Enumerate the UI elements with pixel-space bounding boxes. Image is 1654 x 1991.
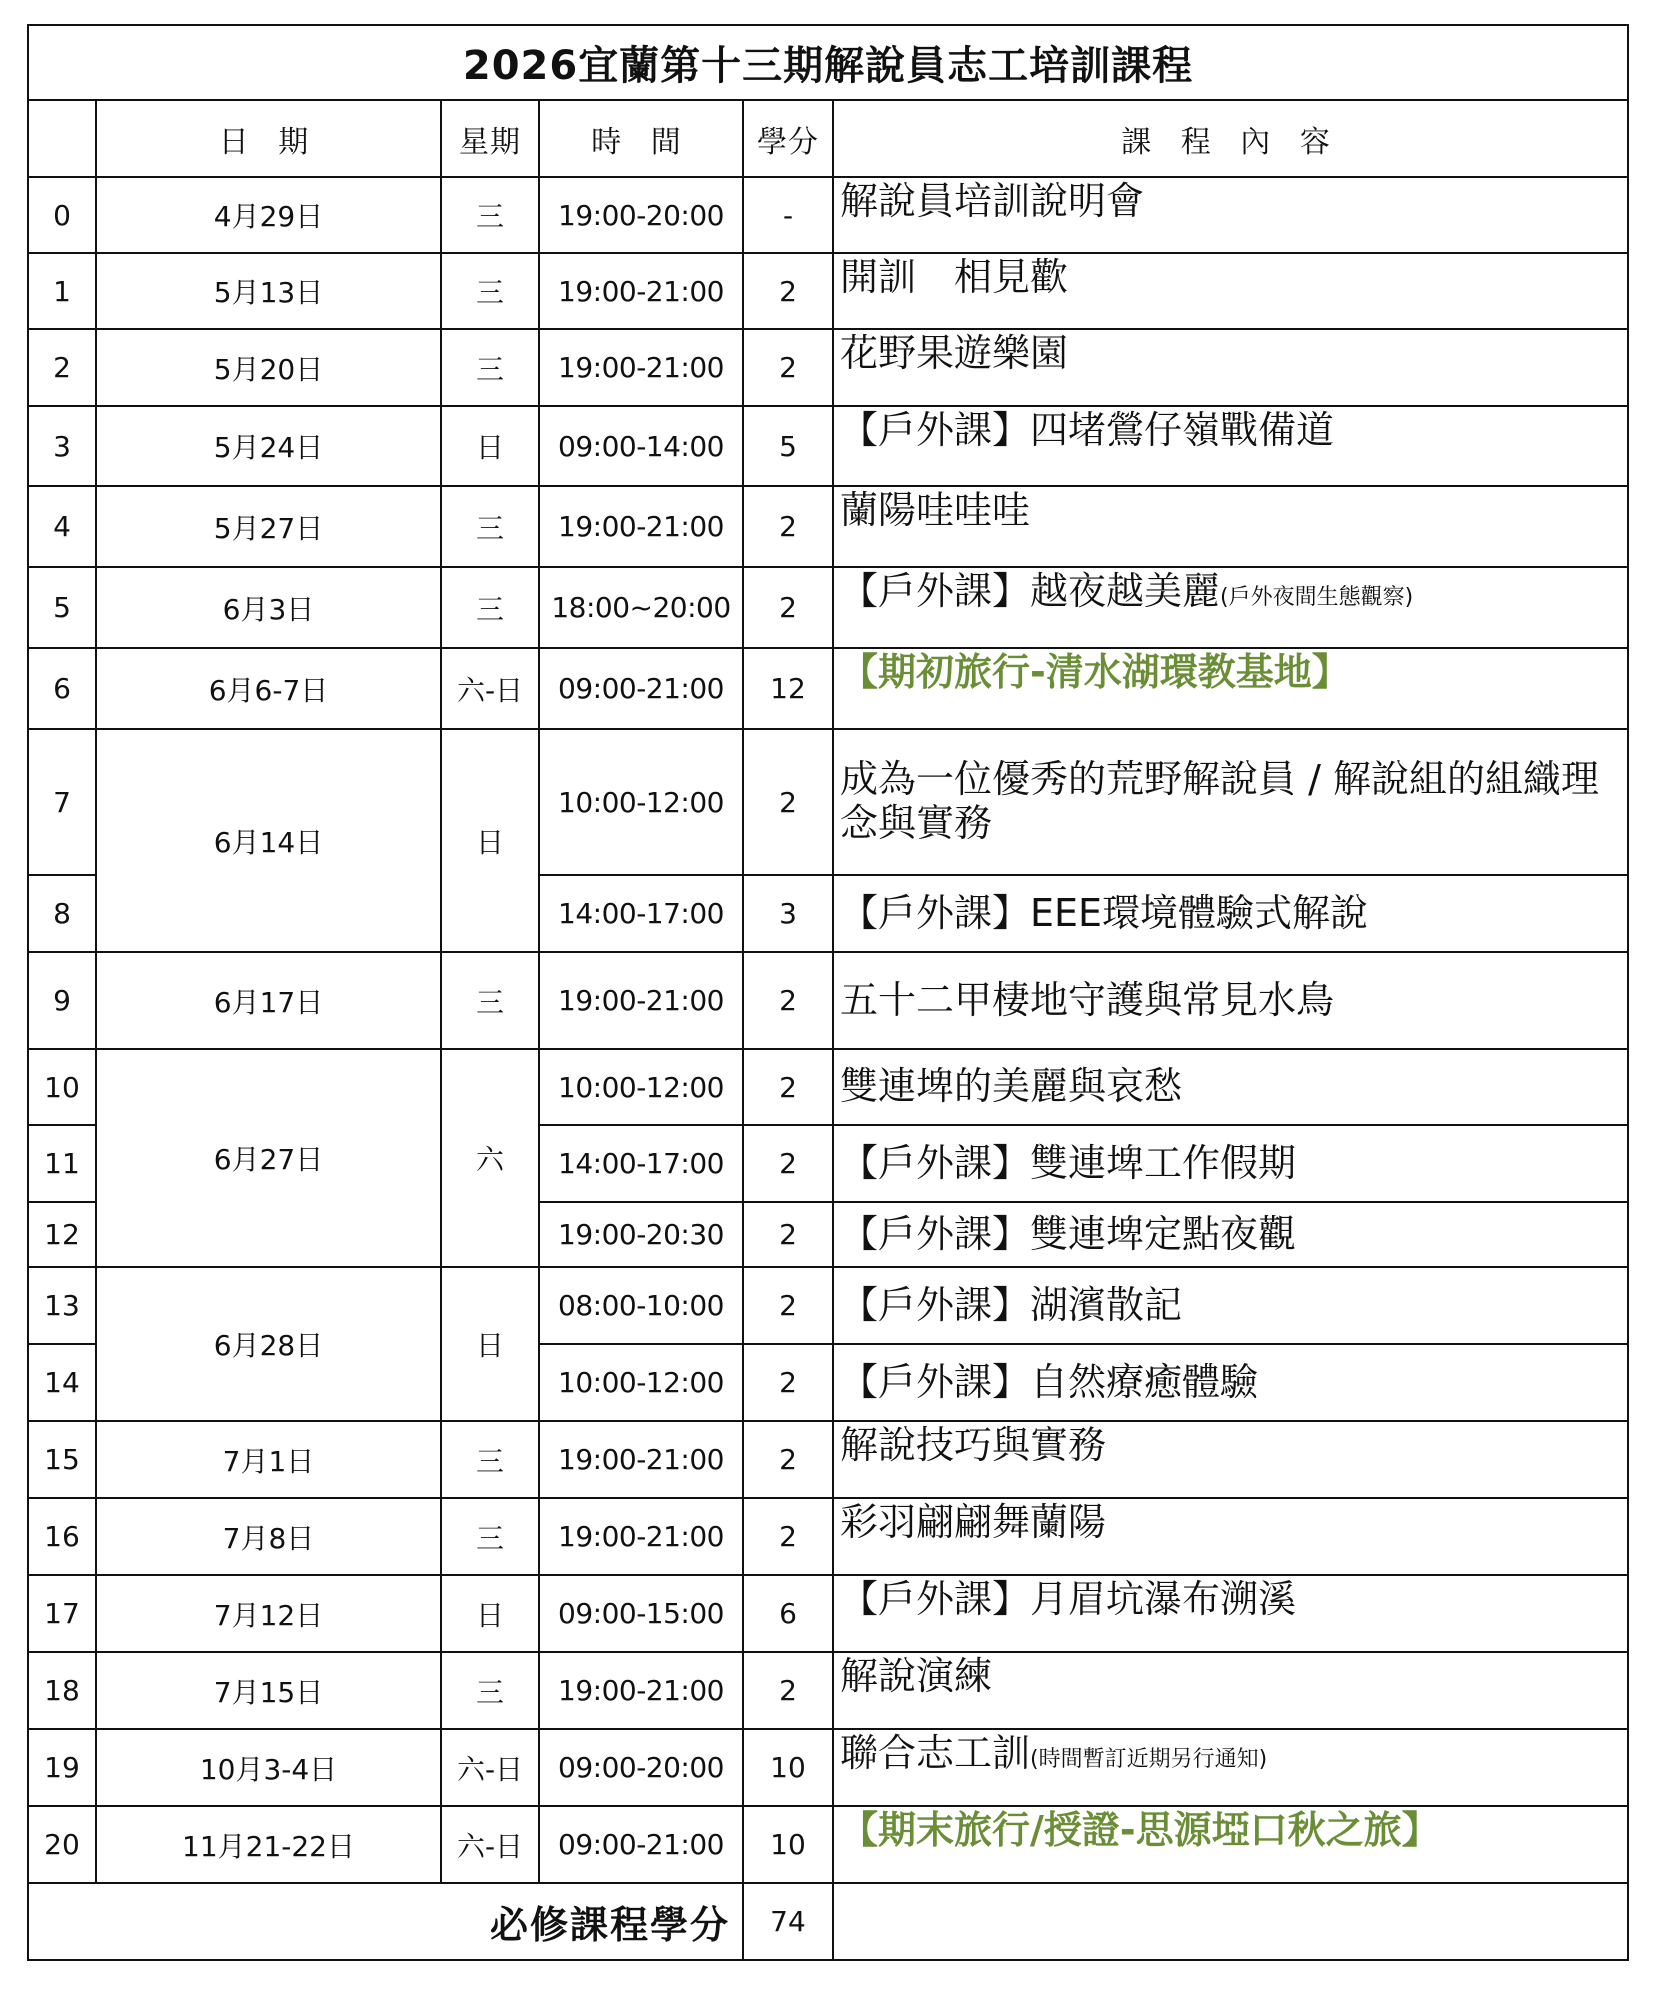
row-number: 4: [28, 486, 96, 567]
table-row: [28, 1652, 1628, 1729]
row-credits: 10: [743, 1729, 833, 1806]
header-content: 課 程 內 容: [833, 100, 1628, 177]
table-row: [28, 1267, 1628, 1344]
row-time: 14:00-17:00: [539, 875, 743, 952]
row-course: 【戶外課】EEE環境體驗式解說: [833, 875, 1628, 952]
row-time: 19:00-21:00: [539, 329, 743, 406]
row-date: 6月27日: [96, 1049, 441, 1267]
row-course: 彩羽翩翩舞蘭陽: [833, 1498, 1628, 1575]
row-time: 19:00-20:00: [539, 177, 743, 253]
row-time: 19:00-21:00: [539, 1498, 743, 1575]
row-weekday: 三: [441, 1652, 539, 1729]
row-credits: 5: [743, 406, 833, 486]
row-weekday: 六-日: [441, 1729, 539, 1806]
row-course: 【戶外課】月眉坑瀑布溯溪: [833, 1575, 1628, 1652]
row-course: 【戶外課】四堵鶯仔嶺戰備道: [833, 406, 1628, 486]
row-weekday: 三: [441, 253, 539, 329]
row-course: 解說員培訓說明會: [833, 177, 1628, 253]
row-number: 2: [28, 329, 96, 406]
row-time: 14:00-17:00: [539, 1125, 743, 1202]
row-number: 9: [28, 952, 96, 1049]
row-time: 19:00-21:00: [539, 1652, 743, 1729]
row-number: 17: [28, 1575, 96, 1652]
table-row: [28, 567, 1628, 648]
row-course: 五十二甲棲地守護與常見水鳥: [833, 952, 1628, 1049]
row-credits: 2: [743, 1202, 833, 1267]
row-date: 5月13日: [96, 253, 441, 329]
row-weekday: 三: [441, 1498, 539, 1575]
row-number: 8: [28, 875, 96, 952]
course-schedule-table: [27, 24, 1629, 1961]
row-date: 10月3-4日: [96, 1729, 441, 1806]
row-time: 19:00-21:00: [539, 952, 743, 1049]
row-time: 10:00-12:00: [539, 1049, 743, 1125]
table-row: [28, 1806, 1628, 1883]
table-row: [28, 1421, 1628, 1498]
row-course: 【戶外課】自然療癒體驗: [833, 1344, 1628, 1421]
row-credits: 6: [743, 1575, 833, 1652]
title-row: [28, 25, 1628, 100]
row-number: 7: [28, 729, 96, 875]
header-time: 時 間: [539, 100, 743, 177]
row-date: 7月15日: [96, 1652, 441, 1729]
total-credits-label: 必修課程學分: [28, 1883, 743, 1960]
row-number: 14: [28, 1344, 96, 1421]
table-row: [28, 1498, 1628, 1575]
row-course: 解說演練: [833, 1652, 1628, 1729]
row-date: 5月20日: [96, 329, 441, 406]
header-row: [28, 100, 1628, 177]
row-weekday: 日: [441, 729, 539, 952]
header-credits: 學分: [743, 100, 833, 177]
row-number: 18: [28, 1652, 96, 1729]
row-time: 10:00-12:00: [539, 729, 743, 875]
row-weekday: 三: [441, 1421, 539, 1498]
row-time: 18:00~20:00: [539, 567, 743, 648]
row-time: 09:00-14:00: [539, 406, 743, 486]
header-date: 日 期: [96, 100, 441, 177]
row-course: 【戶外課】湖濱散記: [833, 1267, 1628, 1344]
row-credits: 2: [743, 567, 833, 648]
row-number: 16: [28, 1498, 96, 1575]
row-weekday: 六-日: [441, 648, 539, 729]
row-date: 7月8日: [96, 1498, 441, 1575]
row-weekday: 日: [441, 1575, 539, 1652]
row-date: 6月28日: [96, 1267, 441, 1421]
row-course-cell: [833, 567, 1628, 648]
row-date: 5月27日: [96, 486, 441, 567]
row-credits: 2: [743, 1652, 833, 1729]
row-number: 6: [28, 648, 96, 729]
row-time: 19:00-21:00: [539, 1421, 743, 1498]
row-weekday: 日: [441, 406, 539, 486]
row-weekday: 三: [441, 486, 539, 567]
row-credits: 10: [743, 1806, 833, 1883]
row-date: 6月17日: [96, 952, 441, 1049]
table-row: [28, 1729, 1628, 1806]
row-number: 3: [28, 406, 96, 486]
row-course: 雙連埤的美麗與哀愁: [833, 1049, 1628, 1125]
row-course: 【戶外課】雙連埤工作假期: [833, 1125, 1628, 1202]
row-credits: 2: [743, 253, 833, 329]
row-weekday: 日: [441, 1267, 539, 1421]
row-course: 聯合志工訓: [840, 1731, 1031, 1775]
table-row: [28, 406, 1628, 486]
row-course: 【戶外課】越夜越美麗: [840, 569, 1221, 613]
row-course: 解說技巧與實務: [833, 1421, 1628, 1498]
row-date: 4月29日: [96, 177, 441, 253]
row-number: 1: [28, 253, 96, 329]
row-time: 08:00-10:00: [539, 1267, 743, 1344]
row-credits: 12: [743, 648, 833, 729]
table-row: [28, 1049, 1628, 1125]
row-time: 09:00-15:00: [539, 1575, 743, 1652]
row-course: 蘭陽哇哇哇: [833, 486, 1628, 567]
table-row: [28, 177, 1628, 253]
header-no: [28, 100, 96, 177]
row-credits: 2: [743, 1049, 833, 1125]
row-credits: 2: [743, 1125, 833, 1202]
table-row: [28, 729, 1628, 875]
row-date: 7月1日: [96, 1421, 441, 1498]
row-time: 09:00-21:00: [539, 1806, 743, 1883]
row-date: 11月21-22日: [96, 1806, 441, 1883]
row-date: 6月3日: [96, 567, 441, 648]
row-time: 09:00-21:00: [539, 648, 743, 729]
row-weekday: 三: [441, 177, 539, 253]
total-blank-cell: [833, 1883, 1628, 1960]
row-number: 0: [28, 177, 96, 253]
row-number: 20: [28, 1806, 96, 1883]
row-number: 11: [28, 1125, 96, 1202]
row-weekday: 三: [441, 567, 539, 648]
row-number: 15: [28, 1421, 96, 1498]
table-row: [28, 486, 1628, 567]
row-course-cell: [833, 1729, 1628, 1806]
row-weekday: 六: [441, 1049, 539, 1267]
row-time: 19:00-21:00: [539, 253, 743, 329]
row-credits: 2: [743, 1498, 833, 1575]
row-course: 成為一位優秀的荒野解說員 / 解說組的組織理念與實務: [833, 729, 1628, 875]
row-course: 【戶外課】雙連埤定點夜觀: [833, 1202, 1628, 1267]
total-row: [28, 1883, 1628, 1960]
total-credits-value: 74: [743, 1883, 833, 1960]
row-date: 5月24日: [96, 406, 441, 486]
row-credits: 2: [743, 1421, 833, 1498]
row-course-note: (時間暫訂近期另行通知): [1030, 1747, 1268, 1772]
row-weekday: 三: [441, 952, 539, 1049]
header-weekday: 星期: [441, 100, 539, 177]
row-date: 6月6-7日: [96, 648, 441, 729]
row-course: 【期初旅行-清水湖環教基地】: [833, 648, 1628, 729]
table-row: [28, 1575, 1628, 1652]
row-credits: 2: [743, 1267, 833, 1344]
row-credits: 2: [743, 729, 833, 875]
row-course: 花野果遊樂園: [833, 329, 1628, 406]
row-number: 10: [28, 1049, 96, 1125]
row-credits: 3: [743, 875, 833, 952]
row-credits: -: [743, 177, 833, 253]
row-course: 【期末旅行/授證-思源埡口秋之旅】: [833, 1806, 1628, 1883]
document-title: 2026宜蘭第十三期解說員志工培訓課程: [28, 25, 1628, 100]
table-row: [28, 329, 1628, 406]
table-row: [28, 952, 1628, 1049]
row-time: 09:00-20:00: [539, 1729, 743, 1806]
row-credits: 2: [743, 1344, 833, 1421]
table-row: [28, 253, 1628, 329]
row-credits: 2: [743, 486, 833, 567]
row-course: 開訓 相見歡: [833, 253, 1628, 329]
row-weekday: 六-日: [441, 1806, 539, 1883]
row-time: 10:00-12:00: [539, 1344, 743, 1421]
row-number: 19: [28, 1729, 96, 1806]
row-number: 13: [28, 1267, 96, 1344]
row-credits: 2: [743, 329, 833, 406]
row-number: 12: [28, 1202, 96, 1267]
course-schedule-sheet: [27, 24, 1627, 1961]
row-time: 19:00-20:30: [539, 1202, 743, 1267]
row-weekday: 三: [441, 329, 539, 406]
row-date: 6月14日: [96, 729, 441, 952]
row-number: 5: [28, 567, 96, 648]
row-time: 19:00-21:00: [539, 486, 743, 567]
row-course-note: (戶外夜間生態觀察): [1220, 585, 1414, 610]
table-row: [28, 648, 1628, 729]
row-date: 7月12日: [96, 1575, 441, 1652]
row-credits: 2: [743, 952, 833, 1049]
